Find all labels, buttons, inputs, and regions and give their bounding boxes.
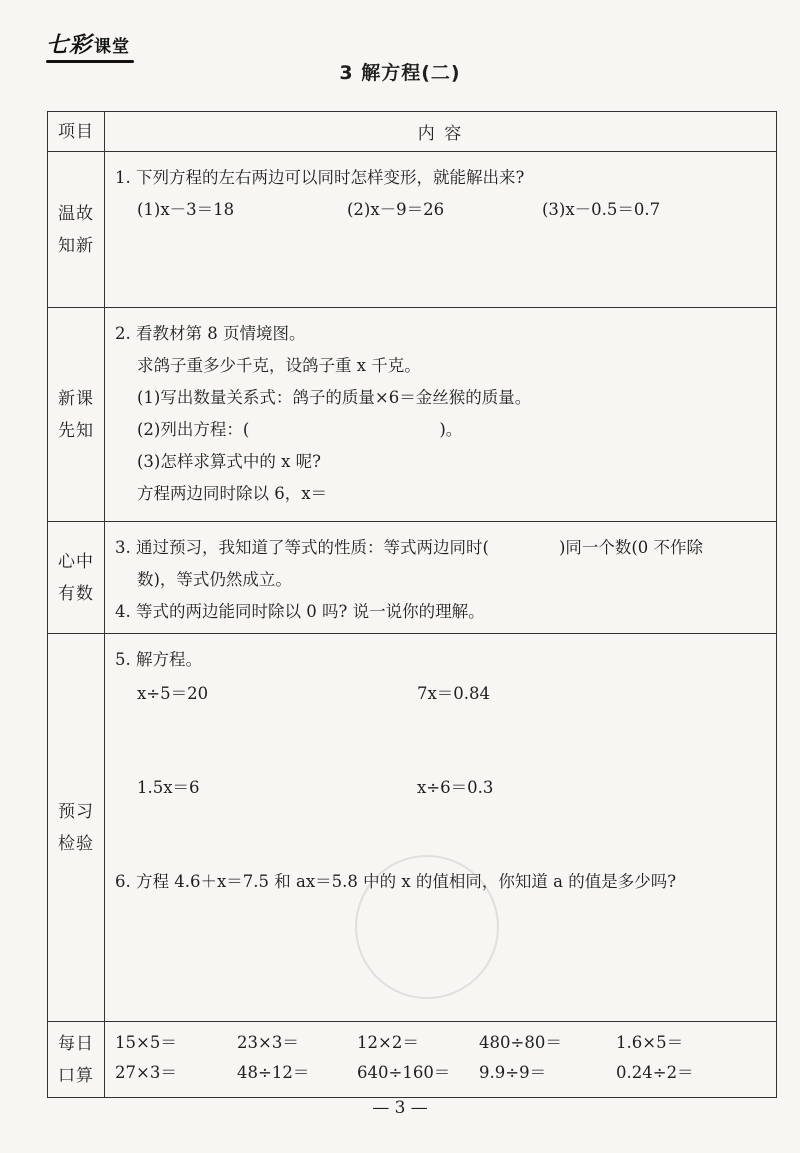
section-label	[48, 152, 105, 308]
section-new-lesson	[48, 308, 777, 522]
calc-item: 9.9÷9＝	[479, 1063, 547, 1082]
equation: 7x＝0.84	[417, 684, 491, 703]
calc-item: 48÷12＝	[237, 1063, 310, 1082]
section-content	[105, 522, 777, 634]
label-line: 先知	[58, 420, 94, 441]
equation-row	[115, 194, 764, 226]
watermark-stamp	[355, 855, 499, 999]
table-header-row	[48, 112, 777, 152]
text: )。	[439, 420, 463, 439]
label-line: 每日	[58, 1033, 94, 1054]
equation: (1)x－3＝18	[137, 200, 235, 219]
calc-item: 480÷80＝	[479, 1033, 562, 1052]
label-line: 心中	[58, 551, 94, 572]
section-label	[48, 1022, 105, 1098]
label-line: 知新	[58, 235, 94, 256]
calc-item: 640÷160＝	[357, 1063, 451, 1082]
equation: 1.5x＝6	[137, 778, 200, 797]
section-daily	[48, 1022, 777, 1098]
calc-item: 1.6×5＝	[616, 1033, 684, 1052]
section-label	[48, 634, 105, 1022]
question-6: 6. 方程 4.6＋x＝7.5 和 ax＝5.8 中的 x 的值相同，你知道 a 的值是多少吗?	[115, 872, 677, 891]
calc-item: 15×5＝	[115, 1033, 177, 1052]
page-number: — 3 —	[372, 1098, 428, 1118]
brand-name: 七彩	[46, 33, 93, 58]
text-line: 数)，等式仍然成立。	[137, 570, 292, 589]
calc-row	[115, 1058, 776, 1088]
calc-row	[115, 1028, 776, 1058]
text-line: (3)怎样求算式中的 x 呢?	[137, 452, 322, 471]
daily-calc	[105, 1022, 777, 1098]
question-3	[115, 532, 764, 564]
section-mind	[48, 522, 777, 634]
section-content	[105, 308, 777, 522]
answer-line	[115, 414, 764, 446]
equation: x÷6＝0.3	[417, 778, 494, 797]
calc-item: 12×2＝	[357, 1033, 419, 1052]
section-review	[48, 152, 777, 308]
calc-item: 23×3＝	[237, 1033, 299, 1052]
label-line: 口算	[58, 1065, 94, 1086]
equation: x÷5＝20	[137, 684, 209, 703]
question-1: 1. 下列方程的左右两边可以同时怎样变形，就能解出来?	[115, 168, 525, 187]
label-line: 有数	[58, 583, 94, 604]
text-line: (1)写出数量关系式：鸽子的质量×6＝金丝猴的质量。	[137, 388, 532, 407]
label-line: 温故	[58, 203, 94, 224]
section-content	[105, 152, 777, 308]
text: (2)列出方程：(	[137, 420, 250, 439]
text: 3. 通过预习，我知道了等式的性质：等式两边同时(	[115, 538, 489, 557]
text-line: 方程两边同时除以 6，x＝	[137, 484, 328, 503]
text: )同一个数(0 不作除	[558, 538, 704, 557]
equation-row	[115, 678, 764, 710]
question-5: 5. 解方程。	[115, 650, 202, 669]
page-title: 3 解方程(二)	[339, 62, 461, 84]
label-line: 新课	[58, 388, 94, 409]
header-content: 内 容	[105, 112, 777, 152]
header-item: 项目	[48, 112, 105, 152]
brand-suffix: 课堂	[94, 37, 131, 57]
question-2: 2. 看教材第 8 页情境图。	[115, 324, 306, 343]
equation: (3)x－0.5＝0.7	[542, 200, 661, 219]
question-4: 4. 等式的两边能同时除以 0 吗? 说一说你的理解。	[115, 602, 485, 621]
label-line: 预习	[58, 801, 94, 822]
calc-item: 0.24÷2＝	[616, 1063, 694, 1082]
equation: (2)x－9＝26	[347, 200, 445, 219]
brand-logo	[46, 28, 130, 59]
calc-item: 27×3＝	[115, 1063, 177, 1082]
section-label	[48, 522, 105, 634]
label-line: 检验	[58, 833, 94, 854]
section-label	[48, 308, 105, 522]
text-line: 求鸽子重多少千克，设鸽子重 x 千克。	[137, 356, 421, 375]
equation-row	[115, 772, 764, 804]
